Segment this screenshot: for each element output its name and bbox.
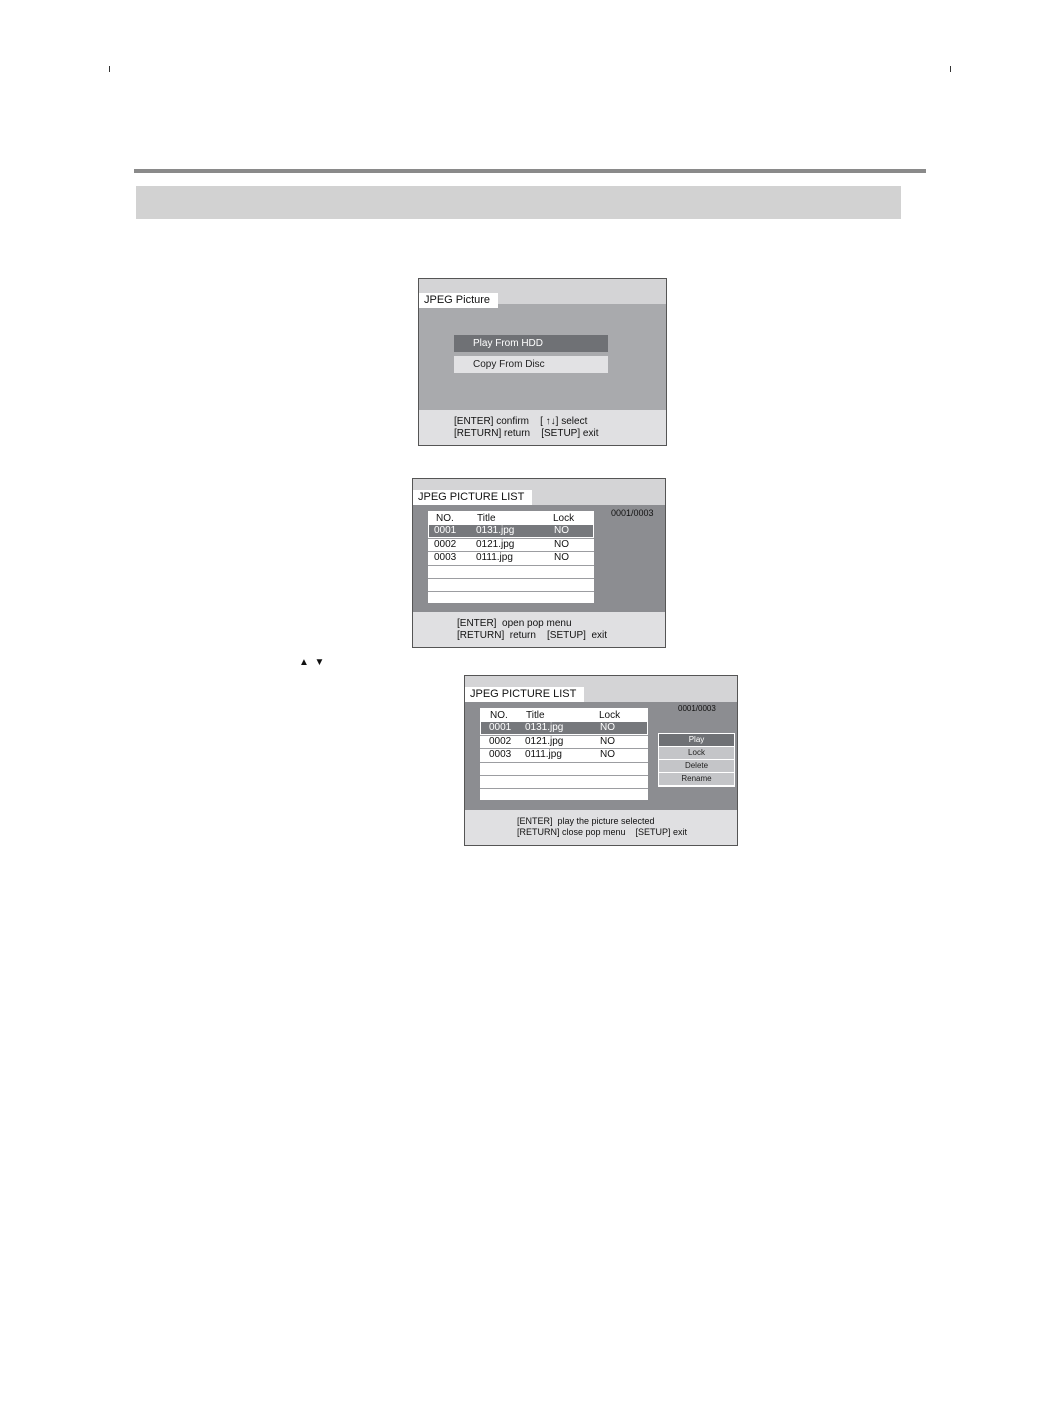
row-lock: NO	[554, 552, 569, 563]
play-from-hdd-option[interactable]: Play From HDD	[454, 335, 608, 352]
table-row[interactable]	[429, 552, 593, 564]
pop-menu	[658, 733, 735, 787]
help-bar	[413, 612, 665, 647]
column-header-lock: Lock	[599, 710, 621, 721]
picture-list-table	[480, 708, 648, 800]
row-title: 0111.jpg	[476, 552, 513, 563]
table-row[interactable]	[429, 539, 593, 551]
row-lock: NO	[554, 539, 569, 550]
row-lock: NO	[600, 736, 615, 747]
row-divider	[480, 788, 648, 789]
screen-title-tab: JPEG PICTURE LIST	[413, 490, 532, 505]
help-line-1: [ENTER] open pop menu	[457, 618, 572, 629]
row-no: 0002	[489, 736, 512, 747]
row-title: 0131.jpg	[476, 525, 515, 536]
column-header-title: Title	[526, 710, 545, 721]
row-no: 0001	[434, 525, 457, 536]
pop-menu-lock[interactable]: Lock	[659, 747, 734, 759]
screen-title-tab: JPEG PICTURE LIST	[465, 687, 584, 702]
column-header-no: NO.	[436, 513, 454, 524]
row-divider	[428, 578, 594, 579]
row-divider	[480, 775, 648, 776]
copy-from-disc-option[interactable]: Copy From Disc	[454, 356, 608, 373]
row-divider	[480, 762, 648, 763]
screen-title-tab: JPEG Picture	[419, 293, 498, 308]
table-row[interactable]	[481, 722, 647, 734]
jpeg-picture-screen	[418, 278, 667, 446]
jpeg-picture-list-popup-screen	[464, 675, 738, 846]
up-down-arrow-icon: ▲ ▼	[299, 657, 325, 668]
help-line-1: [ENTER] confirm [ ↑↓] select	[454, 416, 588, 427]
table-row[interactable]	[481, 749, 647, 761]
crop-mark-left	[109, 66, 110, 72]
help-line-2: [RETURN] close pop menu [SETUP] exit	[517, 827, 688, 837]
row-title: 0121.jpg	[476, 539, 515, 550]
table-header	[481, 710, 647, 722]
column-header-title: Title	[477, 513, 496, 524]
help-bar	[465, 810, 737, 845]
help-line-1: [ENTER] play the picture selected	[517, 816, 655, 826]
help-line-2: [RETURN] return [SETUP] exit	[457, 630, 608, 641]
row-divider	[428, 565, 594, 566]
help-bar	[419, 410, 666, 445]
row-title: 0111.jpg	[525, 749, 562, 760]
crop-mark-right	[950, 66, 951, 72]
row-title: 0131.jpg	[525, 722, 564, 733]
pop-menu-play[interactable]: Play	[659, 734, 734, 746]
row-no: 0001	[489, 722, 512, 733]
pop-menu-rename[interactable]: Rename	[659, 773, 734, 785]
help-line-2: [RETURN] return [SETUP] exit	[454, 428, 599, 439]
row-divider	[428, 591, 594, 592]
jpeg-picture-list-screen	[412, 478, 666, 648]
row-lock: NO	[554, 525, 569, 536]
list-area	[465, 702, 737, 810]
table-row[interactable]	[429, 525, 593, 537]
row-lock: NO	[600, 749, 615, 760]
table-header	[429, 513, 593, 525]
page-counter: 0001/0003	[678, 704, 716, 713]
header-rule	[134, 169, 926, 173]
picture-list-table	[428, 511, 594, 603]
column-header-no: NO.	[490, 710, 508, 721]
list-area	[413, 505, 665, 612]
pop-menu-delete[interactable]: Delete	[659, 760, 734, 772]
column-header-lock: Lock	[553, 513, 575, 524]
row-no: 0002	[434, 539, 457, 550]
page-counter: 0001/0003	[611, 508, 654, 518]
row-no: 0003	[434, 552, 457, 563]
table-row[interactable]	[481, 736, 647, 748]
section-band	[136, 186, 901, 219]
menu-area	[419, 304, 666, 410]
row-no: 0003	[489, 749, 512, 760]
row-title: 0121.jpg	[525, 736, 564, 747]
row-lock: NO	[600, 722, 615, 733]
